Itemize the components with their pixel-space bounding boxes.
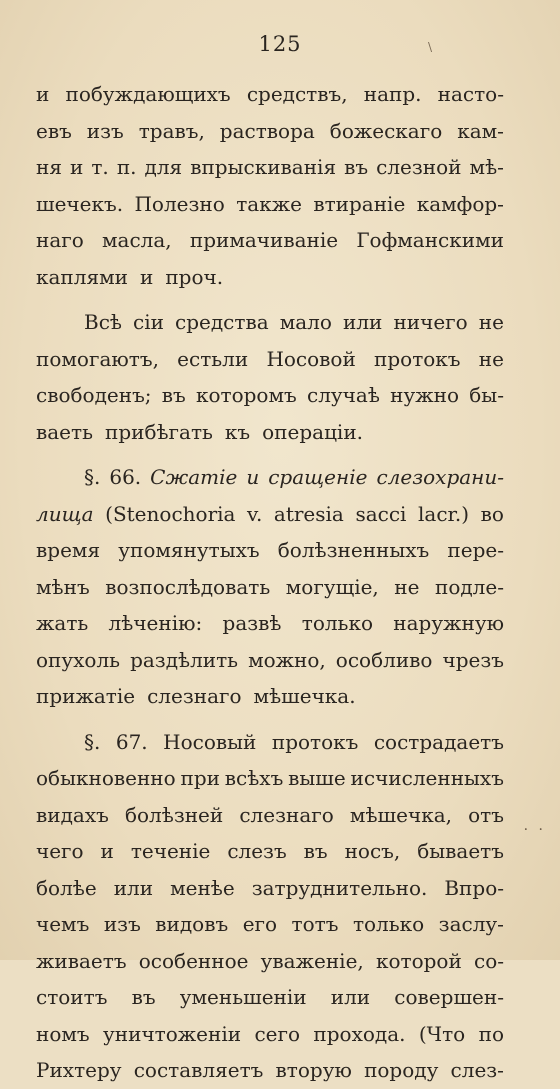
word: мѣшечка, (349, 802, 452, 827)
word: втираніе (313, 191, 406, 216)
word: особенное (138, 948, 249, 973)
text-line (36, 797, 504, 834)
word: и (69, 155, 84, 179)
word: только (352, 912, 425, 936)
word: возпослѣдовать (105, 574, 271, 599)
word: въ (161, 383, 186, 407)
word: выше (288, 766, 346, 790)
word: мѣ- (469, 155, 504, 179)
word: въ (131, 985, 156, 1009)
text-line (36, 259, 504, 296)
word: не (478, 310, 504, 334)
word: средствъ, (246, 82, 348, 106)
word: побуждающихъ (65, 82, 231, 106)
word: жать (36, 611, 89, 635)
word: шечекъ. (36, 191, 124, 216)
text-line (36, 459, 504, 496)
text-line (36, 569, 504, 606)
word: протокъ (271, 729, 359, 754)
paragraph-gap (36, 715, 504, 724)
word: уваженіе, (260, 948, 364, 973)
word: т. (91, 155, 109, 179)
word: для (144, 155, 183, 179)
word: божескаго (329, 118, 443, 143)
word: упомянутыхъ (118, 538, 260, 562)
word: слезъ (227, 839, 287, 863)
word: евъ (36, 118, 72, 143)
word: atresia (273, 501, 344, 526)
text-line (36, 76, 504, 113)
word: заслу- (438, 912, 504, 936)
word: тотъ (291, 912, 339, 936)
word: впрыскиванія (190, 155, 337, 179)
text-line (36, 1016, 504, 1053)
word: особливо (335, 647, 433, 672)
word: живаетъ (36, 948, 127, 973)
word: слезной (376, 155, 462, 179)
text-line (36, 1052, 504, 1089)
word: уменьшеніи (179, 985, 307, 1009)
word: слез- (450, 1058, 504, 1082)
word: нужно (390, 383, 459, 407)
word: камфор- (416, 191, 504, 216)
word: sacci (355, 501, 407, 526)
word: его (242, 912, 278, 936)
word: вторую (275, 1058, 352, 1082)
margin-specks: · · (523, 822, 546, 838)
word: чего (36, 839, 84, 863)
text-line (36, 149, 504, 186)
word: средства (175, 310, 269, 334)
word: сего (254, 1021, 301, 1046)
word: чрезъ (442, 647, 504, 672)
word: видовъ (155, 912, 229, 936)
word: травъ, (138, 118, 205, 143)
text-line (36, 943, 504, 980)
word: со- (474, 948, 504, 973)
text-line (36, 414, 504, 451)
word: стоитъ (36, 985, 108, 1009)
word: бы- (469, 383, 504, 407)
word: при (180, 766, 220, 790)
word: въ (303, 839, 328, 863)
word: масла, (101, 228, 172, 252)
word: которомъ (195, 383, 297, 407)
text-line (36, 642, 504, 679)
word: теченіе (130, 839, 211, 863)
paragraph-gap (36, 450, 504, 459)
word: развѣ (222, 611, 282, 635)
text-line (36, 113, 504, 150)
word: обыкновенно (36, 766, 176, 790)
word: и (100, 839, 114, 863)
word: уничтоженіи (103, 1021, 242, 1046)
word: раздѣлить (130, 647, 239, 672)
text-line (36, 870, 504, 907)
word: и (36, 82, 50, 106)
word: Гофманскими (356, 228, 504, 252)
word: прибѣгать (104, 419, 213, 444)
word: ваеть (36, 419, 93, 444)
text-line (36, 186, 504, 223)
text-line (36, 341, 504, 378)
word: время (36, 538, 101, 562)
text-line (36, 605, 504, 642)
word: (Stenochoria (105, 501, 236, 526)
word: которой (375, 948, 462, 973)
text-line (36, 833, 504, 870)
word: напр. (363, 82, 422, 106)
word: наго (36, 228, 84, 252)
word: можно, (248, 647, 326, 672)
word: лѣченію: (108, 611, 203, 635)
word: также (236, 191, 302, 216)
text-line (36, 222, 504, 259)
word: наружную (393, 611, 504, 635)
word: и (139, 264, 154, 289)
word: и (246, 465, 260, 489)
word: совершен- (394, 985, 504, 1009)
word: номъ (36, 1021, 90, 1046)
word: Сжатіе (150, 465, 238, 489)
word: сращеніе (268, 465, 368, 489)
word: Носовой (266, 346, 356, 371)
word: раствора (219, 118, 315, 143)
word: естьли (177, 346, 249, 371)
text-line (36, 496, 504, 533)
word: слезнаго (147, 684, 242, 708)
word: 66. (109, 465, 142, 489)
word: свободенъ; (36, 383, 152, 407)
word: Полезно (134, 191, 225, 216)
word: проч. (165, 264, 224, 289)
word: менѣе (170, 875, 235, 900)
word: §. (84, 465, 101, 489)
word: слезохрани- (376, 465, 504, 489)
word: изъ (86, 118, 124, 143)
word: только (301, 611, 373, 635)
word: не (394, 574, 420, 599)
word: прохода. (313, 1021, 406, 1046)
text-line (36, 760, 504, 797)
word: подле- (434, 574, 504, 599)
text-line (36, 377, 504, 414)
word: не (478, 346, 504, 371)
word: насто- (437, 82, 504, 106)
text-line (36, 979, 504, 1016)
word: въ (344, 155, 369, 179)
word: отъ (468, 802, 504, 827)
word: случаѣ (307, 383, 380, 407)
word: носъ, (344, 839, 401, 863)
word: ня (36, 155, 62, 179)
word: каплями (36, 264, 128, 289)
word: мѣшечка. (253, 684, 356, 708)
word: исчисленныхъ (350, 766, 504, 790)
word: опухоль (36, 647, 121, 672)
text-line (36, 906, 504, 943)
word: ничего (393, 310, 468, 334)
word: Впро- (444, 875, 504, 900)
page-text (36, 76, 504, 1089)
word: кам- (457, 118, 504, 143)
word: или (343, 310, 383, 334)
word: 67. (115, 729, 148, 754)
word: lacr.) (418, 501, 470, 526)
word: слезнаго (239, 802, 334, 827)
word: чемъ (36, 912, 90, 936)
page-number: 125 (258, 32, 302, 56)
word: мало (279, 310, 332, 334)
word: §. (84, 729, 101, 754)
word: или (113, 875, 154, 900)
word: сіи (133, 310, 164, 334)
text-line (36, 678, 504, 715)
word: бываетъ (417, 839, 504, 863)
word: могущіе, (285, 574, 379, 599)
word: помогаютъ, (36, 346, 159, 371)
word: всѣхъ (224, 766, 284, 790)
word: п. (116, 155, 137, 179)
word: пере- (447, 538, 504, 562)
word: или (330, 985, 371, 1009)
word: мѣнъ (36, 574, 90, 599)
word: Всѣ (84, 310, 122, 334)
paragraph-gap (36, 295, 504, 304)
word: во (480, 501, 504, 526)
word: составляетъ (133, 1058, 264, 1082)
word: породу (364, 1058, 439, 1082)
word: операціи. (262, 419, 364, 444)
word: изъ (103, 912, 141, 936)
page-mark: \ (428, 40, 433, 54)
word: болѣе (36, 875, 97, 900)
word: прижатіе (36, 684, 136, 708)
text-line (36, 532, 504, 569)
word: (Что (418, 1021, 466, 1046)
text-line (36, 724, 504, 761)
word: по (478, 1021, 504, 1046)
word: Носовый (163, 729, 257, 754)
word: примачиваніе (189, 228, 339, 252)
word: болѣзненныхъ (277, 538, 430, 562)
word: v. (247, 501, 263, 526)
word: болѣзней (124, 802, 224, 827)
word: Рихтеру (36, 1058, 122, 1082)
word: лища (36, 501, 94, 526)
text-line (36, 304, 504, 341)
word: видахъ (36, 802, 109, 827)
word: затруднительно. (251, 875, 428, 900)
word: протокъ (374, 346, 461, 371)
word: къ (224, 419, 251, 444)
word: сострадаетъ (373, 729, 504, 754)
